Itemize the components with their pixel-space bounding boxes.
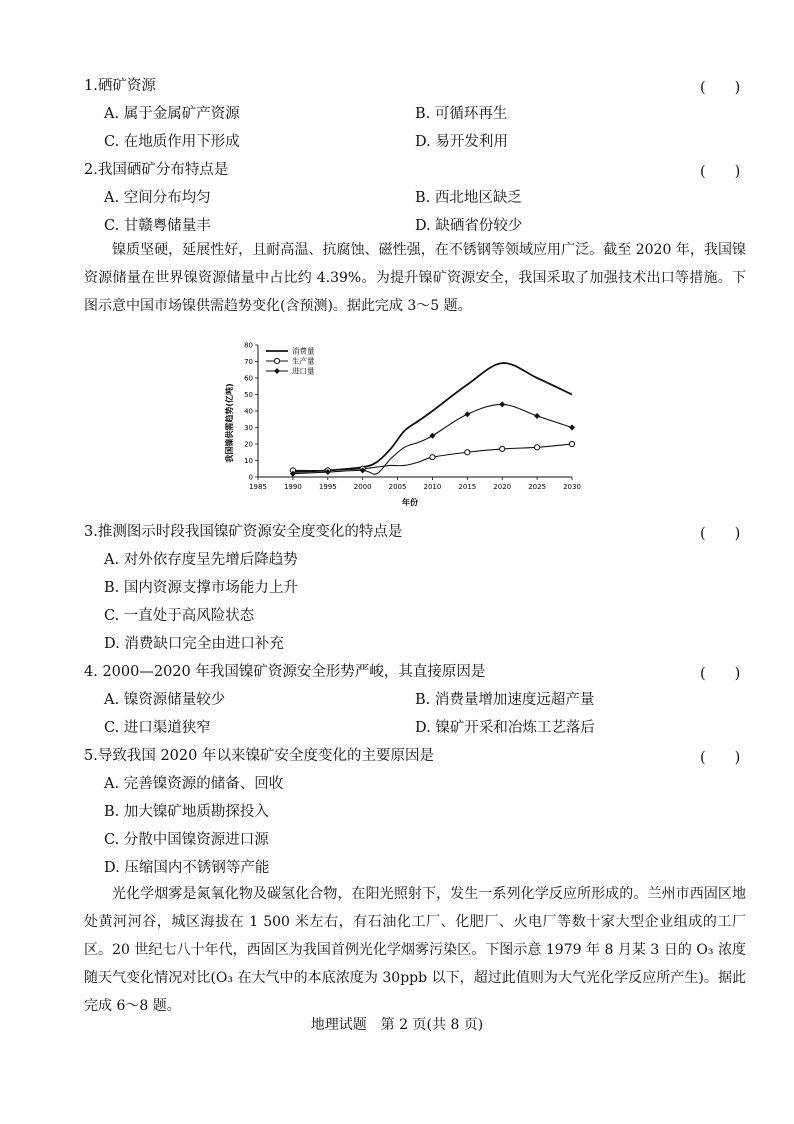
data-point — [274, 368, 280, 374]
option-3d: D. 消费缺口完全由进口补充 — [104, 636, 284, 652]
option-3c: C. 一直处于高风险状态 — [104, 608, 255, 624]
data-point — [534, 413, 540, 419]
legend-label: 消费量 — [292, 346, 315, 356]
page-footer: 地理试题 第 2 页(共 8 页) — [310, 1017, 484, 1033]
y-axis-label: 我国镍供需趋势(亿吨) — [225, 383, 234, 463]
question-5-stem: 5.导致我国 2020 年以来镍矿安全度变化的主要原因是 — [84, 748, 434, 764]
legend-label: 进口量 — [292, 366, 315, 376]
answer-bracket: ( ) — [700, 80, 741, 96]
data-point — [569, 425, 575, 431]
option-2b: B. 西北地区缺乏 — [415, 190, 522, 206]
passage-photochemical-smog: 光化学烟雾是氮氧化物及碳氢化合物，在阳光照射下，发生一系列化学反应所形成的。兰州市西固区地处黄河河谷，城区海拔在 1 500 米左右，有石油化工厂、化肥厂、火电厂等数十家大型企业组成的工厂区。20 世纪七八十年代，西固区为我国首例光化学烟雾污染区。下图示意 1979 年 8 月某 3 日的 O₃ 浓度随天气变化情况对比(O₃ 在大气中的本底浓度为 30ppb 以下，超过此值则为大气光化学反应所产生)。据此完成 6～8 题。 — [84, 886, 746, 1014]
option-5a: A. 完善镍资源的储备、回收 — [104, 776, 284, 792]
question-3-stem: 3.推测图示时段我国镍矿资源安全度变化的特点是 — [84, 524, 403, 540]
y-tick-label: 20 — [244, 440, 253, 449]
option-4d: D. 镍矿开采和冶炼工艺落后 — [415, 720, 595, 736]
option-1a: A. 属于金属矿产资源 — [104, 106, 240, 122]
option-2c: C. 甘赣粤储量丰 — [104, 218, 211, 234]
data-point — [535, 445, 540, 450]
x-tick-label: 1990 — [283, 483, 302, 491]
option-3b: B. 国内资源支撑市场能力上升 — [104, 580, 298, 596]
legend-label: 生产量 — [292, 356, 315, 366]
x-tick-label: 2010 — [423, 483, 442, 491]
x-tick-label: 2030 — [563, 483, 581, 491]
x-tick-label: 1985 — [249, 483, 267, 491]
option-4c: C. 进口渠道狭窄 — [104, 720, 211, 736]
y-tick-label: 60 — [244, 374, 253, 383]
x-tick-label: 2015 — [458, 483, 477, 491]
x-tick-label: 1995 — [318, 483, 337, 491]
data-point — [465, 450, 470, 455]
question-1-stem: 1.硒矿资源 — [84, 78, 156, 94]
y-tick-label: 40 — [244, 407, 253, 416]
data-point — [569, 441, 574, 446]
y-tick-label: 80 — [244, 341, 253, 350]
nickel-supply-demand-chart — [210, 335, 590, 510]
question-2-stem: 2.我国硒矿分布特点是 — [84, 162, 229, 178]
y-tick-label: 50 — [244, 391, 253, 399]
answer-bracket: ( ) — [700, 164, 741, 180]
option-4a: A. 镍资源储量较少 — [104, 692, 226, 708]
data-point — [500, 446, 505, 451]
answer-bracket: ( ) — [700, 750, 741, 766]
chart-series — [290, 363, 575, 477]
option-4b: B. 消费量增加速度远超产量 — [415, 692, 595, 708]
question-4-stem: 4. 2000—2020 年我国镍矿资源安全形势严峻，其直接原因是 — [84, 664, 486, 680]
x-tick-label: 2025 — [528, 483, 547, 491]
data-point — [499, 401, 505, 407]
option-1b: B. 可循环再生 — [415, 106, 508, 122]
data-point — [274, 358, 279, 363]
option-5b: B. 加大镍矿地质勘探投入 — [104, 804, 269, 820]
option-2a: A. 空间分布均匀 — [104, 190, 211, 206]
y-tick-label: 30 — [244, 424, 253, 432]
data-point — [430, 455, 435, 460]
x-tick-label: 2000 — [353, 483, 372, 491]
option-2d: D. 缺硒省份较少 — [415, 218, 523, 234]
y-tick-label: 70 — [244, 358, 253, 366]
answer-bracket: ( ) — [700, 666, 741, 682]
option-5d: D. 压缩国内不锈钢等产能 — [104, 860, 270, 876]
answer-bracket: ( ) — [700, 526, 741, 542]
y-tick-label: 0 — [248, 473, 253, 482]
series-line — [293, 404, 572, 474]
option-1c: C. 在地质作用下形成 — [104, 134, 240, 150]
x-axis-label: 年份 — [402, 498, 418, 507]
data-point — [464, 411, 470, 417]
option-3a: A. 对外依存度呈先增后降趋势 — [104, 552, 298, 568]
data-point — [429, 433, 435, 439]
x-tick-label: 2020 — [493, 483, 512, 491]
y-tick-label: 10 — [244, 457, 253, 465]
chart-legend — [266, 346, 315, 376]
passage-nickel: 镍质坚硬，延展性好，且耐高温、抗腐蚀、磁性强，在不锈钢等领域应用广泛。截至 2020 年，我国镍资源储量在世界镍资源储量中占比约 4.39%。为提升镍矿资源安全，我国采取了加强技术出口等措施。下图示意中国市场镍供需趋势变化(含预测)。据此完成 3～5 题。 — [84, 242, 746, 314]
x-tick-label: 2005 — [388, 483, 407, 491]
option-5c: C. 分散中国镍资源进口源 — [104, 832, 269, 848]
option-1d: D. 易开发利用 — [415, 134, 508, 150]
